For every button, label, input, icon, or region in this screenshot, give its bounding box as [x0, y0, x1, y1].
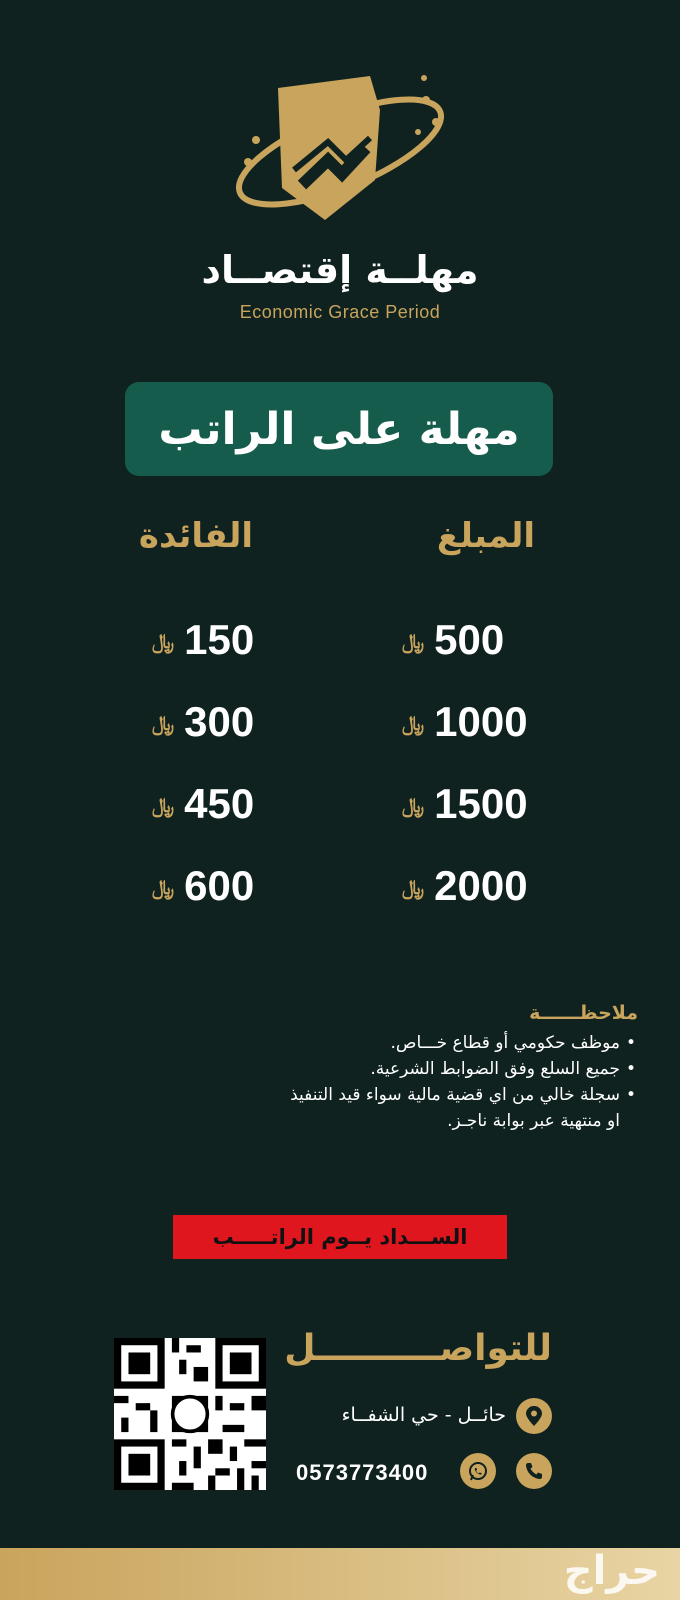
interest-value: ﷼ 450 — [152, 780, 255, 827]
riyal-currency-icon: ﷼ — [152, 713, 175, 736]
amount-value: ﷼ 2000 — [402, 862, 528, 909]
phone-number[interactable]: 0573773400 — [296, 1460, 429, 1485]
amount-value: ﷼ 500 — [402, 616, 505, 663]
interest-column-header: الفائدة — [138, 516, 254, 556]
interest-value: ﷼ 300 — [152, 698, 255, 745]
whatsapp-icon — [173, 1397, 208, 1432]
phone-icon[interactable] — [516, 1453, 552, 1489]
payment-banner — [173, 1215, 507, 1259]
riyal-currency-icon: ﷼ — [152, 795, 175, 818]
contact-title: للتواصــــــــــل — [284, 1328, 552, 1369]
note-item: • سجلة خالي من اي قضية مالية سواء قيد التنفيذ او منتهية عبر بوابة ناجـز. — [278, 1082, 620, 1134]
interest-value: ﷼ 150 — [152, 616, 255, 663]
notes-list — [278, 1030, 638, 1134]
note-item: • جميع السلع وفق الضوابط الشرعية. — [278, 1056, 620, 1082]
riyal-currency-icon: ﷼ — [402, 713, 425, 736]
payment-note: الســـداد يــوم الراتـــــب — [212, 1225, 468, 1249]
haraj-watermark-logo: حراج — [563, 1548, 660, 1594]
qr-code[interactable] — [114, 1338, 266, 1490]
offer-title: مهلة على الراتب — [158, 403, 520, 455]
notes-section — [278, 1000, 638, 1134]
whatsapp-icon[interactable] — [460, 1453, 496, 1489]
riyal-currency-icon: ﷼ — [402, 631, 425, 654]
riyal-currency-icon: ﷼ — [402, 795, 425, 818]
location-text: حائــل - حي الشفــاء — [341, 1404, 506, 1426]
offer-title-box — [125, 382, 553, 476]
brand-logo-icon — [230, 70, 450, 240]
riyal-currency-icon: ﷼ — [152, 631, 175, 654]
amount-column-header: المبلغ — [436, 516, 536, 556]
brand-name-arabic: مهلــة إقتصــاد — [201, 248, 479, 292]
riyal-currency-icon: ﷼ — [152, 877, 175, 900]
brand-name-english: Economic Grace Period — [239, 302, 441, 322]
location-pin-icon — [516, 1398, 552, 1434]
interest-value: ﷼ 600 — [152, 862, 255, 909]
notes-title: ملاحظــــــة — [529, 1002, 638, 1024]
amount-value: ﷼ 1500 — [402, 780, 528, 827]
amount-value: ﷼ 1000 — [402, 698, 528, 745]
riyal-currency-icon: ﷼ — [402, 877, 425, 900]
note-item: • موظف حكومي أو قطاع خـــاص. — [278, 1030, 620, 1056]
